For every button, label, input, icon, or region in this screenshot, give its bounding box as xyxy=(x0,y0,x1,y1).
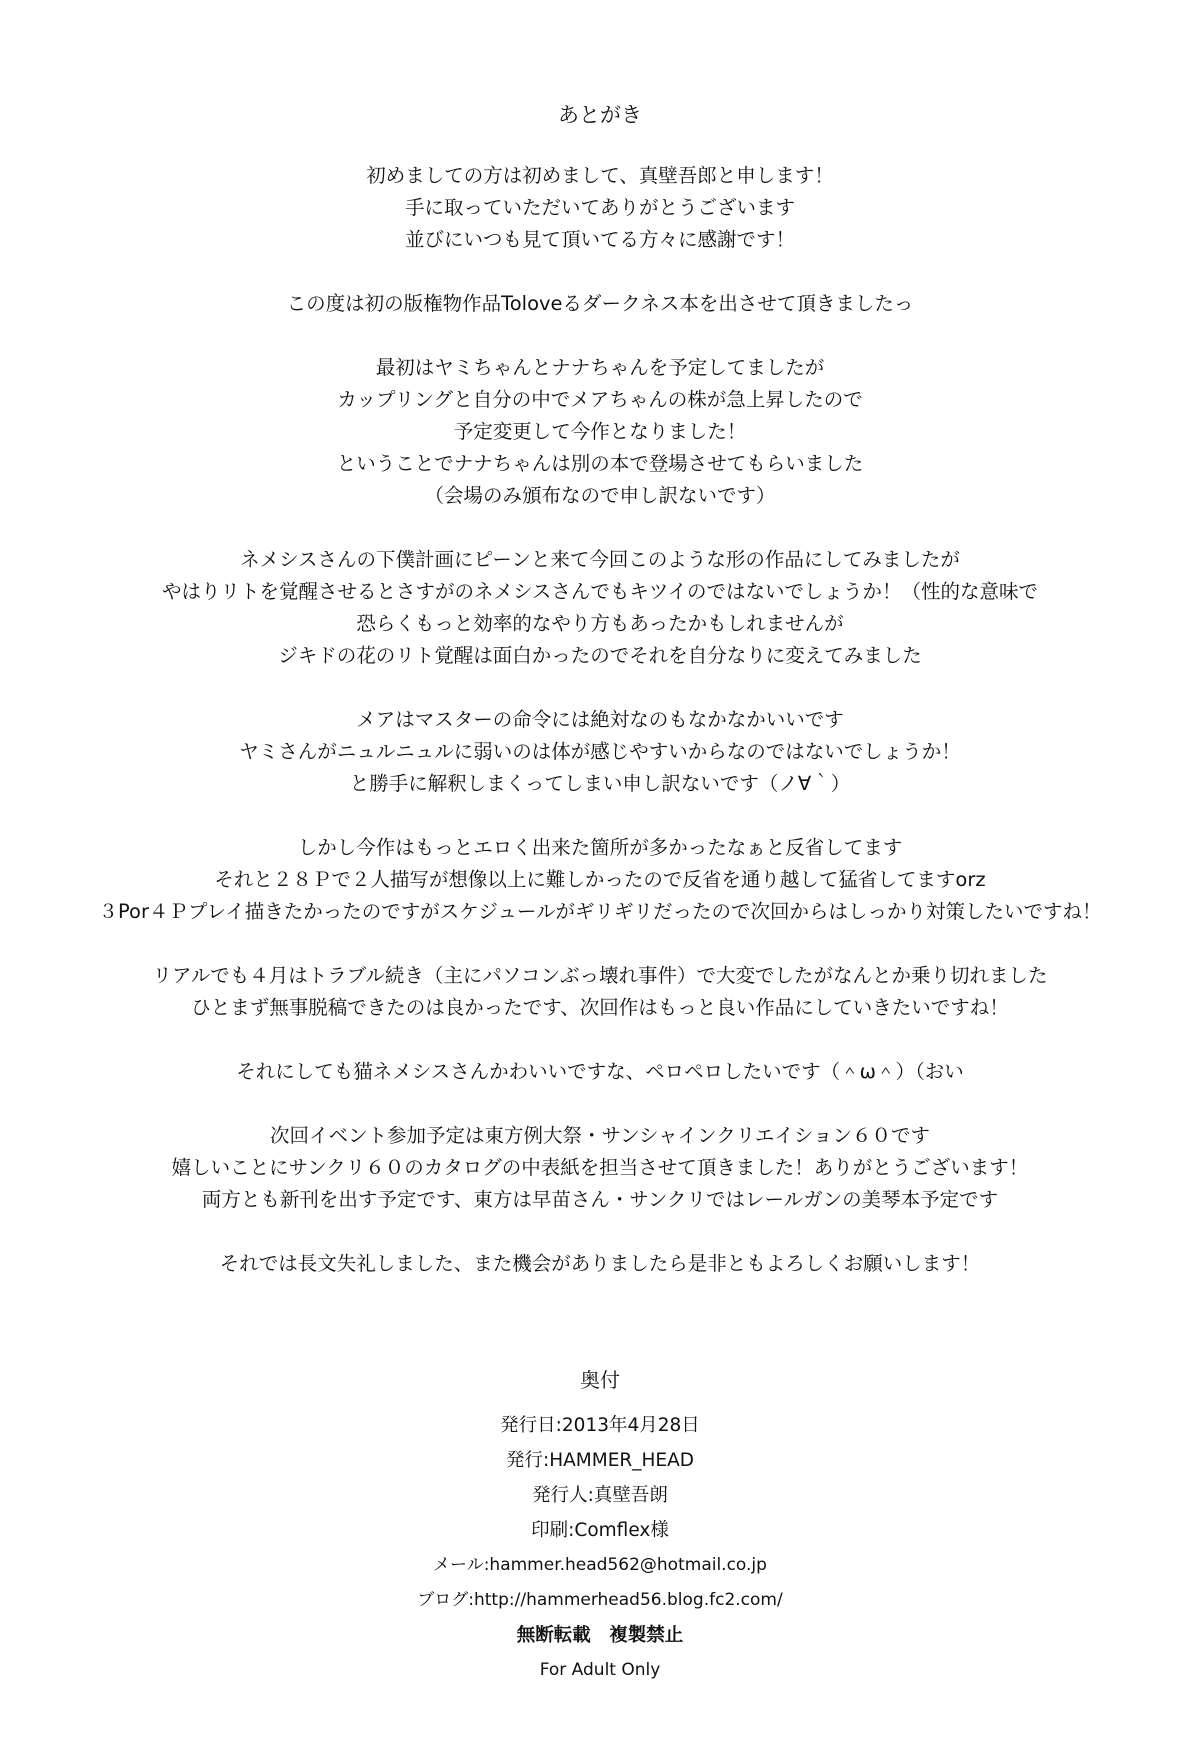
copyright-notice: 無断転載 複製禁止 xyxy=(516,1625,684,1646)
text-line: リアルでも４月はトラブル続き（主にパソコンぶっ壊れ事件）で大変でしたがなんとか乗り切れました xyxy=(152,964,1048,987)
text-line: 嬉しいことにサンクリ６０のカタログの中表紙を担当させて頂きました！ありがとうございます！ xyxy=(171,1156,1029,1179)
text-line: カップリングと自分の中でメアちゃんの株が急上昇したので xyxy=(337,388,863,411)
colophon-section xyxy=(0,1362,1200,1688)
email: メール:hammer.head562@hotmail.co.jp xyxy=(433,1555,767,1575)
paragraph-greeting xyxy=(0,160,1200,256)
text-line: ひとまず無事脱稿できたのは良かったです、次回作はもっと良い作品にしていきたいですね！ xyxy=(191,996,1009,1019)
paragraph-april xyxy=(0,960,1200,1024)
paragraph-closing xyxy=(0,1248,1200,1280)
issue-date: 発行日:2013年4月28日 xyxy=(500,1415,700,1436)
text-line: ヤミさんがニュルニュルに弱いのは体が感じやすいからなのではないでしょうか！ xyxy=(239,740,961,763)
text-line: 次回イベント参加予定は東方例大祭・サンシャインクリエイション６０です xyxy=(270,1124,930,1147)
text-line: （会場のみ頒布なので申し訳ないです） xyxy=(424,484,776,507)
paragraph-reflection xyxy=(0,832,1200,928)
issuer: 発行人:真壁吾朗 xyxy=(532,1485,668,1506)
publisher: 発行:HAMMER_HEAD xyxy=(505,1450,695,1471)
text-line: ３Por４Ｐプレイ描きたかったのですがスケジュールがギリギリだったので次回からはしっかり対策したいですね！ xyxy=(98,900,1102,923)
paragraph-cat-nemesis xyxy=(0,1056,1200,1088)
printer: 印刷:Comflex様 xyxy=(531,1520,669,1541)
adult-notice: For Adult Only xyxy=(539,1660,661,1680)
text-line: やはりリトを覚醒させるとさすがのネメシスさんでもキツイのではないでしょうか！（性的な意味で xyxy=(162,580,1038,603)
text-line: それにしても猫ネメシスさんかわいいですな、ペロペロしたいです（＾ω＾）（おい xyxy=(236,1060,964,1083)
afterword-title: あとがき xyxy=(558,103,642,127)
text-line: 手に取っていただいてありがとうございます xyxy=(404,196,795,219)
paragraph-plan-change xyxy=(0,352,1200,512)
colophon-title: 奥付 xyxy=(580,1368,620,1392)
text-line: 最初はヤミちゃんとナナちゃんを予定してましたが xyxy=(375,356,825,379)
text-line: それと２８Ｐで２人描写が想像以上に難しかったので反省を通り越して猛省してますorz xyxy=(214,868,986,891)
text-line: この度は初の版権物作品Toloveるダークネス本を出させて頂きましたっ xyxy=(286,292,914,315)
text-line: と勝手に解釈しまくってしまい申し訳ないです（ノ∀｀） xyxy=(349,772,851,795)
text-line: 両方とも新刊を出す予定です、東方は早苗さん・サンクリではレールガンの美琴本予定です xyxy=(201,1188,999,1211)
afterword-section xyxy=(0,100,1200,1280)
text-line: ということでナナちゃんは別の本で登場させてもらいました xyxy=(336,452,864,475)
paragraph-characters xyxy=(0,704,1200,800)
text-line: 予定変更して今作となりました！ xyxy=(453,420,747,443)
text-line: メアはマスターの命令には絶対なのもなかなかいいです xyxy=(356,708,844,731)
blog-url: ブログ:http://hammerhead56.blog.fc2.com/ xyxy=(417,1590,783,1610)
text-line: しかし今作はもっとエロく出来た箇所が多かったなぁと反省してます xyxy=(297,836,903,859)
text-line: それでは長文失礼しました、また機会がありましたら是非ともよろしくお願いします！ xyxy=(219,1252,981,1275)
paragraph-book-intro xyxy=(0,288,1200,320)
text-line: ネメシスさんの下僕計画にピーンと来て今回このような形の作品にしてみましたが xyxy=(240,548,960,571)
text-line: 並びにいつも見て頂いてる方々に感謝です！ xyxy=(404,228,795,251)
paragraph-next-events xyxy=(0,1120,1200,1216)
text-line: ジキドの花のリト覚醒は面白かったのでそれを自分なりに変えてみました xyxy=(278,644,922,667)
paragraph-nemesis xyxy=(0,544,1200,672)
text-line: 初めましての方は初めまして、真壁吾郎と申します！ xyxy=(366,164,834,187)
text-line: 恐らくもっと効率的なやり方もあったかもしれませんが xyxy=(356,612,844,635)
